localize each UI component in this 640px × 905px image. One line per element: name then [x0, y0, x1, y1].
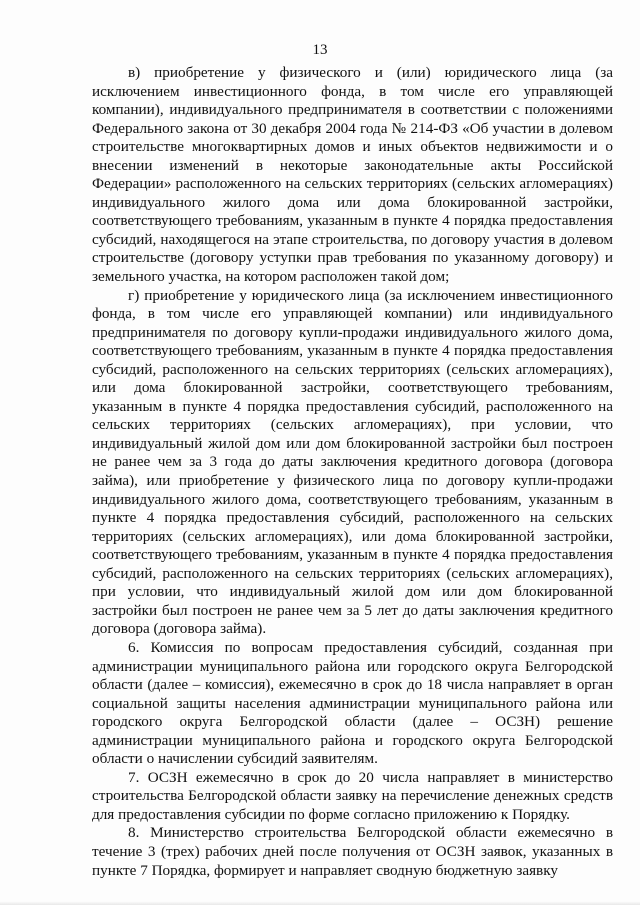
- document-body: [92, 64, 613, 880]
- page-bottom-edge: [0, 901, 640, 905]
- paragraph-6-commission: 6. Комиссия по вопросам предоставления субсидий, созданная при администрации муниципального района или городского округа Белгородской области (далее – комиссия), ежемесячно в срок до 18 числа направляет в орган социальной защиты населения администрации муниципального района или городского округа Белгородской области (далее – ОСЗН) решение администрации муниципального района и городского округа Белгородской области о начислении субсидий заявителям.: [92, 638, 613, 768]
- paragraph-g-acquisition-purchase-sale: г) приобретение у юридического лица (за исключением инвестиционного фонда, в том числе его управляющей компании) или индивидуального предпринимателя по договору купли-продажи индивидуального жилого дома, соответствующего требованиям, указанным в пункте 4 порядка предоставления субсидий, расположенного на сельских территориях (сельских агломерациях), или дома блокированной застройки, соответствующего требованиям, указанным в пункте 4 порядка предоставления субсидий, расположенного на сельских территориях (сельских агломерациях), при условии, что индивидуальный жилой дом или дом блокированной застройки был построен не ранее чем за 3 года до даты заключения кредитного договора (договора займа), или приобретение у физического лица по договору купли-продажи индивидуального жилого дома, соответствующего требованиям, указанным в пункте 4 порядка предоставления субсидий, расположенного на сельских территориях (сельских агломерациях), или дома блокированной застройки, соответствующего требованиям, указанным в пункте 4 порядка предоставления субсидий, расположенного на сельских территориях (сельских агломерациях), при условии, что индивидуальный жилой дом или дом блокированной застройки был построен не ранее чем за 5 лет до даты заключения кредитного договора (договора займа).: [92, 286, 613, 638]
- paragraph-8-ministry-budget-request: 8. Министерство строительства Белгородской области ежемесячно в течение 3 (трех) рабочих дней после получения от ОСЗН заявок, указанных в пункте 7 Порядка, формирует и направляет сводную бюджетную заявку: [92, 824, 613, 879]
- paragraph-v-acquisition-shared-construction: в) приобретение у физического и (или) юридического лица (за исключением инвестиционного фонда, в том числе его управляющей компании), индивидуального предпринимателя в соответствии с положениями Федерального закона от 30 декабря 2004 года № 214-ФЗ «Об участии в долевом строительстве многоквартирных домов и иных объектов недвижимости и о внесении изменений в некоторые законодательные акты Российской Федерации» расположенного на сельских территориях (сельских агломерациях) индивидуального жилого дома или дома блокированной застройки, соответствующего требованиям, указанным в пункте 4 порядка предоставления субсидий, находящегося на этапе строительства, по договору участия в долевом строительстве (договору уступки прав требования по указанному договору) и земельного участка, на котором расположен такой дом;: [92, 64, 613, 286]
- page-number: 13: [312, 42, 328, 58]
- paragraph-7-oszn-request: 7. ОСЗН ежемесячно в срок до 20 числа направляет в министерство строительства Белгородской области заявку на перечисление денежных средств для предоставления субсидии по форме согласно приложению к Порядку.: [92, 768, 613, 823]
